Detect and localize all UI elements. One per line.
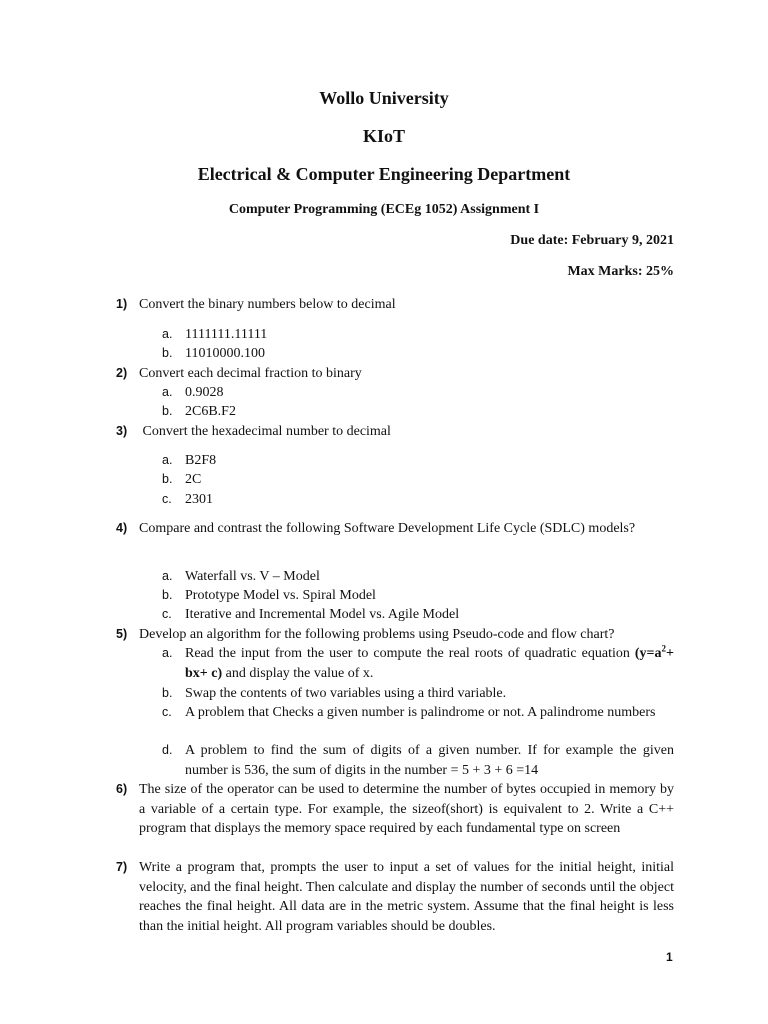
item-text: A problem that Checks a given number is palindrome or not. A palindrome numbers [185, 705, 656, 720]
item-letter: b. [162, 588, 173, 602]
item-text-after: and display the value of x. [222, 665, 374, 681]
item-letter: a. [162, 327, 173, 341]
quadratic-equation: $(y=a^2+ bx+ c)$ [185, 643, 674, 681]
item-text: 2C [185, 472, 202, 487]
item-text [185, 644, 674, 683]
item-text: 0.9028 [185, 385, 224, 400]
question-number-2: 2) [116, 366, 128, 380]
item-text: 1111111.11111 [185, 327, 268, 342]
question-text-5: Develop an algorithm for the following problems using Pseudo-code and flow chart? [139, 627, 615, 642]
item-text: B2F8 [185, 453, 217, 468]
item-letter: b. [162, 346, 173, 360]
due-date: Due date: February 9, 2021 [510, 233, 674, 248]
question-number-3: 3) [116, 424, 128, 438]
item-letter: a. [162, 385, 173, 399]
item-letter: a. [162, 453, 173, 467]
university-title: Wollo University [319, 88, 449, 108]
question-text-1: Convert the binary numbers below to decimal [139, 297, 396, 312]
item-text: Swap the contents of two variables using a third variable. [185, 686, 507, 701]
page-number: 1 [666, 950, 673, 964]
question-number-5: 5) [116, 627, 128, 641]
item-text: 2C6B.F2 [185, 404, 236, 419]
institute-title: KIoT [362, 126, 405, 146]
department-title: Electrical & Computer Engineering Department [197, 164, 571, 184]
item-letter: b. [162, 686, 173, 700]
item-letter: c. [162, 705, 172, 719]
question-number-7: 7) [116, 860, 128, 874]
question-text-3: Convert the hexadecimal number to decimal [139, 424, 391, 439]
question-text-6: The size of the operator can be used to determine the number of bytes occupied in memory by a variable of a certain type. For example, the sizeof(short) is equivalent to 2. Write a C++ program that displays the memory space required by each fundamental type on screen [139, 782, 674, 836]
question-text-7: Write a program that, prompts the user to input a set of values for the initial height, initial velocity, and the final height. Then calculate and display the number of seconds until the object reaches the final height. All data are in the metric system. Assume that the final height is less than the initial height. All program variables should be doubles. [139, 860, 674, 934]
item-text: Waterfall vs. V – Model [185, 569, 320, 584]
item-text: 2301 [185, 492, 213, 507]
question-number-4: 4) [116, 521, 128, 535]
question-text-2: Convert each decimal fraction to binary [139, 366, 362, 381]
question-text-4: Compare and contrast the following Software Development Life Cycle (SDLC) models? [139, 521, 636, 536]
item-text: Iterative and Incremental Model vs. Agile Model [185, 607, 460, 622]
item-letter: c. [162, 492, 172, 506]
item-letter: b. [162, 472, 173, 486]
item-letter: d. [162, 743, 173, 757]
item-text: 11010000.100 [185, 346, 265, 361]
item-text: Prototype Model vs. Spiral Model [185, 588, 376, 603]
max-marks: Max Marks: 25% [567, 264, 674, 279]
item-letter: a. [162, 569, 173, 583]
question-number-6: 6) [116, 782, 128, 796]
item-text-before: Read the input from the user to compute the real roots of quadratic equation [185, 646, 635, 661]
course-title: Computer Programming (ECEg 1052) Assignment I [228, 202, 540, 217]
item-letter: b. [162, 404, 173, 418]
item-letter: c. [162, 607, 172, 621]
question-number-1: 1) [116, 297, 128, 311]
item-letter: a. [162, 646, 173, 660]
item-text: A problem to find the sum of digits of a given number. If for example the given number is 536, the sum of digits in the number = 5 + 3 + 6 =14 [185, 743, 674, 778]
